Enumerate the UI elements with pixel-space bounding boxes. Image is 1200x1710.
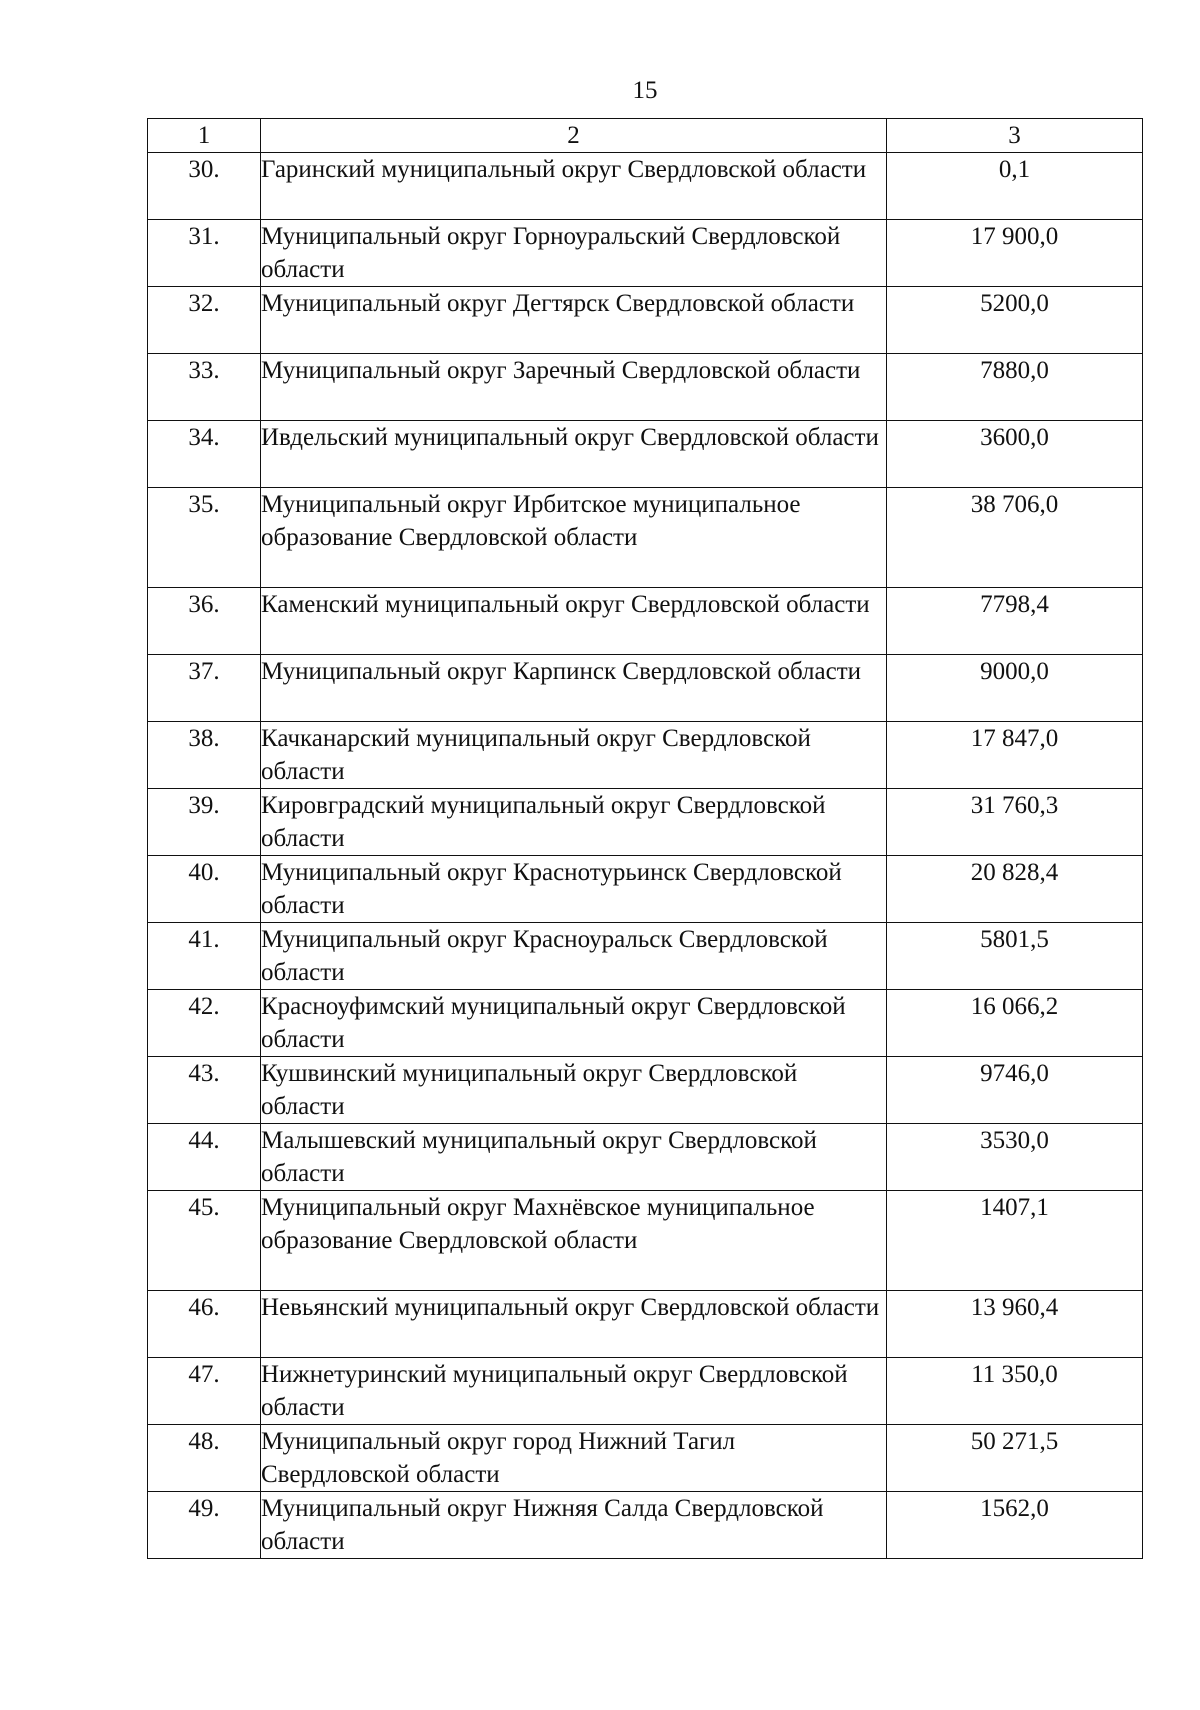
row-value-cell: 17 900,0 <box>887 220 1143 287</box>
row-value-cell: 38 706,0 <box>887 488 1143 588</box>
row-number-cell: 46. <box>148 1291 261 1358</box>
row-number-cell: 40. <box>148 856 261 923</box>
row-value-cell: 5200,0 <box>887 287 1143 354</box>
row-number-cell: 43. <box>148 1057 261 1124</box>
row-value-cell: 1407,1 <box>887 1191 1143 1291</box>
table-row <box>148 1291 1143 1358</box>
row-name-cell: Муниципальный округ Горноуральский Свердловской области <box>261 220 887 287</box>
row-value-cell: 9746,0 <box>887 1057 1143 1124</box>
table-row <box>148 856 1143 923</box>
table-row <box>148 287 1143 354</box>
row-number-cell: 31. <box>148 220 261 287</box>
row-name-cell: Невьянский муниципальный округ Свердловской области <box>261 1291 887 1358</box>
table-row <box>148 220 1143 287</box>
row-name-cell: Кировградский муниципальный округ Свердловской области <box>261 789 887 856</box>
table-header-row <box>148 119 1143 153</box>
column-header-name: 2 <box>261 119 887 153</box>
row-value-cell: 3600,0 <box>887 421 1143 488</box>
row-name-cell: Муниципальный округ Карпинск Свердловской области <box>261 655 887 722</box>
row-number-cell: 34. <box>148 421 261 488</box>
row-number-cell: 48. <box>148 1425 261 1492</box>
table-row <box>148 1057 1143 1124</box>
row-value-cell: 20 828,4 <box>887 856 1143 923</box>
table-row <box>148 1492 1143 1559</box>
table-row <box>148 1191 1143 1291</box>
row-name-cell: Муниципальный округ Дегтярск Свердловской области <box>261 287 887 354</box>
row-value-cell: 13 960,4 <box>887 1291 1143 1358</box>
row-value-cell: 17 847,0 <box>887 722 1143 789</box>
row-number-cell: 33. <box>148 354 261 421</box>
row-name-cell: Муниципальный округ Заречный Свердловской области <box>261 354 887 421</box>
row-value-cell: 7880,0 <box>887 354 1143 421</box>
allocation-table <box>147 118 1143 1559</box>
row-name-cell: Гаринский муниципальный округ Свердловской области <box>261 153 887 220</box>
row-number-cell: 38. <box>148 722 261 789</box>
row-value-cell: 1562,0 <box>887 1492 1143 1559</box>
table-row <box>148 153 1143 220</box>
table-row <box>148 722 1143 789</box>
row-value-cell: 5801,5 <box>887 923 1143 990</box>
row-number-cell: 30. <box>148 153 261 220</box>
row-name-cell: Ивдельский муниципальный округ Свердловской области <box>261 421 887 488</box>
row-number-cell: 35. <box>148 488 261 588</box>
row-name-cell: Муниципальный округ Нижняя Салда Свердловской области <box>261 1492 887 1559</box>
table-row <box>148 421 1143 488</box>
row-name-cell: Муниципальный округ Ирбитское муниципальное образование Свердловской области <box>261 488 887 588</box>
row-name-cell: Кушвинский муниципальный округ Свердловской области <box>261 1057 887 1124</box>
table-row <box>148 655 1143 722</box>
row-name-cell: Малышевский муниципальный округ Свердловской области <box>261 1124 887 1191</box>
row-name-cell: Муниципальный округ Краснотурьинск Свердловской области <box>261 856 887 923</box>
row-number-cell: 41. <box>148 923 261 990</box>
column-header-value: 3 <box>887 119 1143 153</box>
row-value-cell: 16 066,2 <box>887 990 1143 1057</box>
row-number-cell: 45. <box>148 1191 261 1291</box>
column-header-number: 1 <box>148 119 261 153</box>
row-number-cell: 42. <box>148 990 261 1057</box>
table-row <box>148 488 1143 588</box>
table-row <box>148 588 1143 655</box>
row-number-cell: 49. <box>148 1492 261 1559</box>
row-value-cell: 3530,0 <box>887 1124 1143 1191</box>
row-number-cell: 32. <box>148 287 261 354</box>
table-row <box>148 789 1143 856</box>
row-name-cell: Качканарский муниципальный округ Свердловской области <box>261 722 887 789</box>
row-value-cell: 11 350,0 <box>887 1358 1143 1425</box>
row-name-cell: Муниципальный округ Махнёвское муниципальное образование Свердловской области <box>261 1191 887 1291</box>
row-value-cell: 7798,4 <box>887 588 1143 655</box>
row-value-cell: 31 760,3 <box>887 789 1143 856</box>
row-number-cell: 39. <box>148 789 261 856</box>
row-number-cell: 37. <box>148 655 261 722</box>
row-name-cell: Муниципальный округ Красноуральск Свердловской области <box>261 923 887 990</box>
row-name-cell: Нижнетуринский муниципальный округ Свердловской области <box>261 1358 887 1425</box>
row-value-cell: 0,1 <box>887 153 1143 220</box>
row-number-cell: 36. <box>148 588 261 655</box>
row-value-cell: 50 271,5 <box>887 1425 1143 1492</box>
table-row <box>148 923 1143 990</box>
row-value-cell: 9000,0 <box>887 655 1143 722</box>
row-name-cell: Красноуфимский муниципальный округ Свердловской области <box>261 990 887 1057</box>
row-name-cell: Каменский муниципальный округ Свердловской области <box>261 588 887 655</box>
table-row <box>148 1425 1143 1492</box>
row-number-cell: 44. <box>148 1124 261 1191</box>
row-name-cell: Муниципальный округ город Нижний Тагил Свердловской области <box>261 1425 887 1492</box>
table-row <box>148 1124 1143 1191</box>
table-row <box>148 990 1143 1057</box>
table-body <box>148 119 1143 1559</box>
page-number: 15 <box>632 77 658 104</box>
table-row <box>148 1358 1143 1425</box>
table-row <box>148 354 1143 421</box>
row-number-cell: 47. <box>148 1358 261 1425</box>
